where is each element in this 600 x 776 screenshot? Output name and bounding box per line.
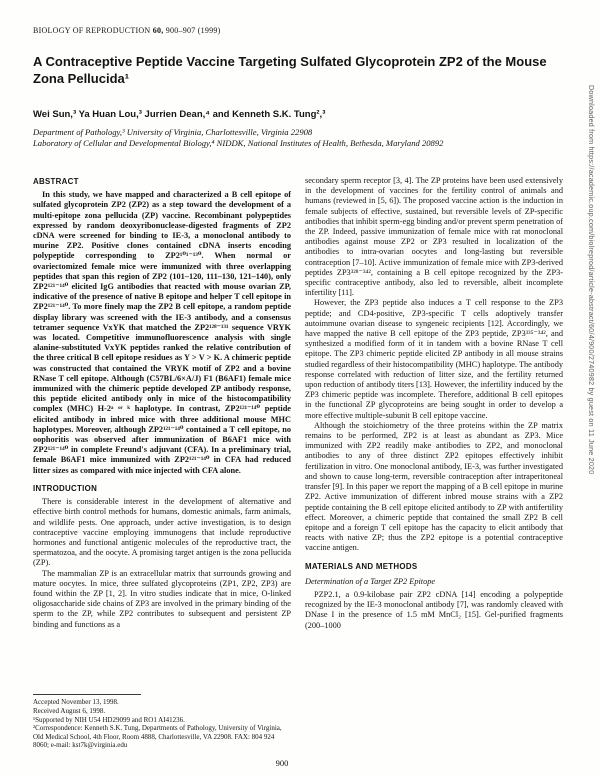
download-watermark: Downloaded from https://academic.oup.com/biolreprod/article-abstract/60/4/900/2740982 by guest on 11 June 2020 [587,85,596,475]
abstract-text: In this study, we have mapped and characterized a B cell epitope of sulfated glycoprotein ZP2 (ZP2) as a step toward the development of a multi-epitope zona pellucida (ZP) vaccine. Recombinant polypeptides expressed by random deoxyribonuclease-digested fragments of ZP2 cDNA were screened for binding to IE-3, a monoclonal antibody to murine ZP2. Positive clones contained cDNA inserts encoding polypeptide corresponding to ZP2¹⁰¹⁻¹³⁰. When normal or ovariectomized female mice were immunized with three overlapping peptides that span this region of ZP2 (101–120, 111–130, 121–140), only ZP2¹²¹⁻¹⁴⁰ elicited IgG antibodies that reacted with mouse ovarian ZP, indicative of the presence of native B epitope and helper T cell epitope in ZP2¹²¹⁻¹⁴⁰. To more finely map the ZP2 B cell epitope, a random peptide display library was screened with the IE-3 antibody, and a consensus tetramer sequence VxYK that matched the ZP2¹²⁸⁻¹³¹ sequence VRYK was located. Competitive immunofluorescence analysis with single alanine-substituted VxYK peptides ranked the relative contribution of the three critical B cell epitope residues as Y > V > K. A chimeric peptide was constructed that contained the VRYK motif of ZP2 and a bovine RNase T cell epitope. Although (C57BL/6×A/J) F1 (B6AF1) female mice immunized with the chimeric peptide developed ZP antibody response, this peptide elicited antibody only in mice of the histocompatibility complex (MHC) H-2ᵃ ᵒʳ ᵏ haplotype. In contrast, ZP2¹²¹⁻¹⁴⁰ peptide elicited antibody in inbred mice with three additional mouse MHC haplotypes. Moreover, although ZP2¹²¹⁻¹⁴⁰ contained a T cell epitope, no oophoritis was observed after immunization of B6AF1 mice with ZP2¹²¹⁻¹⁴⁰ in complete Freund's adjuvant (CFA). In a preliminary trial, female B6AF1 mice immunized with ZP2¹²¹⁻¹⁴⁰ in CFA had reduced litter sizes as compared with mice injected with CFA alone. [33,190,291,475]
footnote-correspondence: ²Correspondence: Kenneth S.K. Tung, Departments of Pathology, University of Virginia, Old Medical School, 4th Floor, Room 4888, Charlottesville, VA 22908. FAX: 804 924 8060; e-mail: kst7k@virginia.edu [33,724,282,750]
journal-volume: 60, [152,26,164,35]
footnote-block [33,694,291,750]
methods-paragraph-1: PZP2.1, a 0.9-kilobase pair ZP2 cDNA [14] encoding a polypeptide recognized by the IE-3 monoclonal antibody [7], was randomly cleaved with DNase I in the presence of 1.5 mM MnCl₂ [15]. Gel-purified fragments (200–1000 [305,589,563,630]
methods-subsection-heading: Determination of a Target ZP2 Epitope [305,576,436,586]
right-column [305,176,563,750]
journal-name: BIOLOGY OF REPRODUCTION [33,26,151,35]
body-paragraph-2: However, the ZP3 peptide also induces a T cell response to the ZP3 peptide; and CD4-positive, ZP3-specific T cells adoptively transfer autoimmune ovarian disease to syngeneic recipients [12]. Accordingly, we have mapped the native B cell epitope of the ZP3 peptide, ZP3³³⁵⁻³⁴², and synthesized a modified form of it in tandem with a bovine RNase T cell epitope. The ZP3 chimeric peptide elicited ZP antibody in all mouse strains studied regardless of their histocompatibility (MHC) haplotype. The antibody response correlated with reduction of litter size, and the fertility returned upon reduction of antibody titers [13]. However, the infertility induced by the ZP3 chimeric peptide was incomplete. Therefore, additional B cell epitopes in the functional ZP glycoproteins are being sought in order to develop a more effective multiple-subunit B cell epitope vaccine. [305,298,563,420]
footnote-accepted: Accepted November 13, 1998. [33,698,119,707]
left-column-content [33,176,291,688]
affiliation-line-1: Department of Pathology,³ University of Virginia, Charlottesville, Virginia 22908 [33,127,313,137]
left-column [33,176,291,750]
footnote-received: Received August 6, 1998. [33,707,106,716]
article-title: A Contraceptive Peptide Vaccine Targeting Sulfated Glycoprotein ZP2 of the Mouse Zona Pellucida¹ [33,54,547,86]
body-paragraph-3: Although the stoichiometry of the three proteins within the ZP matrix remains to be performed, ZP2 is at least as abundant as ZP3. Mice immunized with ZP2 readily make antibodies to ZP2, and monoclonal antibodies to any of three distinct ZP2 epitopes effectively inhibit fertilization in vitro. One monoclonal antibody, IE-3, was further investigated and shown to cause long-term, reversible contraception after intraperitoneal transfer [9]. In this paper we report the mapping of a B cell epitope in murine ZP2. Active immunization of different inbred mouse strains with a ZP2 peptide containing the B cell epitope elicited antibody to ZP with antifertility effect. Moreover, a chimeric peptide that contained the small ZP2 B cell epitope and a foreign T cell epitope has the capacity to elicit antibody that reacts with native ZP; thus the ZP2 epitope is a potential contraceptive vaccine antigen. [305,420,563,553]
introduction-heading: INTRODUCTION [33,483,98,493]
two-column-body [33,176,563,750]
journal-header [33,26,221,35]
journal-pages: 900–907 (1999) [165,26,221,35]
intro-paragraph-2: The mammalian ZP is an extracellular matrix that surrounds growing and mature oocytes. In mice, three sulfated glycoproteins (ZP1, ZP2, ZP3) are found within the ZP [1, 2]. In vitro studies indicate that in mice, O-linked oligosaccharide side chains of ZP3 are involved in the primary binding of the sperm to the ZP, while ZP2 contributes to subsequent and persistent ZP binding and functions as a [33,568,291,629]
footnote-support: ¹Supported by NIH U54 HD29099 and RO1 AI41236. [33,715,185,724]
intro-paragraph-1: There is considerable interest in the development of alternative and effective birth control methods for humans, domestic animals, farm animals, and wildlife pests. One approach, under active investigation, is to design contraceptive vaccine employing immunogens that include reproductive hormones and functional antigenic molecules of the reproductive tract, the spermatozoa, and the oocyte. A promising target antigen is the zona pellucida (ZP). [33,497,291,568]
abstract-heading: ABSTRACT [33,177,79,186]
authors-line: Wei Sun,³ Ya Huan Lou,³ Jurrien Dean,⁴ and Kenneth S.K. Tung²,³ [33,109,326,120]
footnote-rule [33,694,141,695]
body-paragraph-1: secondary sperm receptor [3, 4]. The ZP proteins have been used extensively in the development of vaccines for the fertility control of animals and humans (reviewed in [5, 6]). The proposed vaccine action is the induction in female subjects of effective, sustained, but reversible levels of ZP-specific antibodies that inhibit sperm-egg binding and/or prevent sperm penetration of the ZP. Indeed, passive immunization of female mice with rat monoclonal antibodies against mouse ZP2 or ZP3 resulted in localization of the antibodies to intra-ovarian oocytes and long-lasting but reversible contraception [7–10]. Active immunization of female mice with ZP3-derived peptides ZP3³²⁸⁻³⁴², containing a B cell epitope recognized by the ZP3-specific contraceptive antibody, also led to reversible, albeit incomplete infertility [11]. [305,176,563,298]
affiliation-line-2: Laboratory of Cellular and Developmental Biology,⁴ NIDDK, National Institutes of Health, Bethesda, Maryland 20892 [33,138,444,148]
affiliations-block [33,127,568,149]
page-number: 900 [275,758,289,768]
methods-heading: MATERIALS AND METHODS [305,561,418,571]
